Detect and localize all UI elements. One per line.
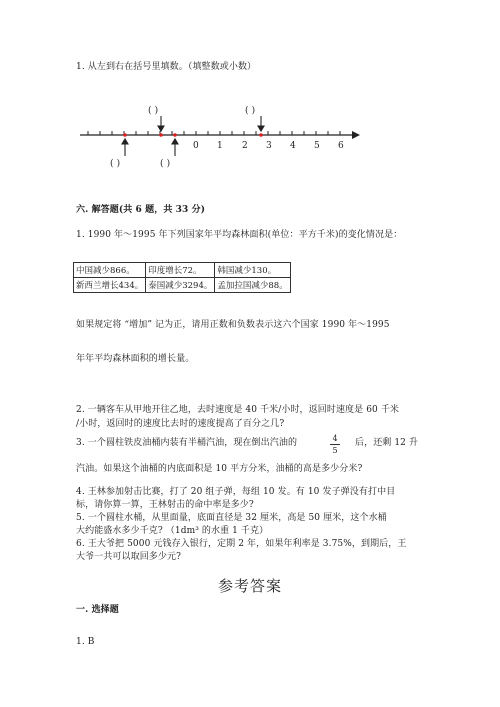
p5-line1: 5. 一个圆柱水桶，从里面量，底面直径是 32 厘米，高是 50 厘米，这个水桶 — [76, 513, 387, 523]
table-cell: 印度增长72。 — [146, 263, 215, 278]
answers-subheading: 一. 选择题 — [76, 605, 119, 615]
bracket-top-2: ( ) — [245, 106, 256, 116]
tick-label-6: 6 — [338, 141, 344, 151]
q1-text: 1. 从左到右在括号里填数。（填整数或小数） — [76, 62, 257, 72]
table-row — [74, 263, 291, 278]
table-cell: 韩国减少130。 — [215, 263, 290, 278]
table-cell: 中国减少866。 — [74, 263, 146, 278]
section-heading: 六. 解答题(共 6 题，共 33 分) — [76, 205, 206, 215]
p6-line1: 6. 王大爷把 5000 元钱存入银行，定期 2 年，如果年利率是 3.75%，到期后，王 — [76, 539, 407, 549]
table-cell: 新西兰增长434。 — [74, 278, 146, 293]
bracket-bottom-1: ( ) — [110, 159, 121, 169]
tick-label-1: 1 — [217, 141, 223, 151]
tick-label-3: 3 — [266, 141, 272, 151]
answers-title: 参考答案 — [217, 577, 282, 595]
tick-label-0: 0 — [193, 141, 199, 151]
p1-intro: 1. 1990 年～1995 年下列国家年平均森林面积(单位：平方千米)的变化情况是： — [76, 230, 403, 240]
bracket-top-1: ( ) — [148, 106, 159, 116]
p3-line2: 汽油。如果这个油桶的内底面积是 10 平方分米，油桶的高是多少分米? — [76, 464, 363, 474]
p2-line2: /小时，返回时的速度比去时的速度提高了百分之几? — [76, 419, 285, 429]
answer-1: 1. B — [76, 637, 95, 647]
bracket-bottom-2: ( ) — [160, 159, 171, 169]
p4-line1: 4. 王林参加射击比赛，打了 20 组子弹，每组 10 发。有 10 发子弹没有打中目 — [76, 487, 396, 497]
p1-question-line2: 年年平均森林面积的增长量。 — [76, 354, 195, 364]
table-cell: 泰国减少3294。 — [146, 278, 215, 293]
fraction-numerator: 4 — [332, 434, 338, 443]
p5-line2: 大约能盛水多少千克? （1dm³ 的水重 1 千克） — [76, 526, 269, 536]
tick-label-2: 2 — [242, 141, 248, 151]
point-marker — [123, 133, 127, 137]
fraction-denominator: 5 — [332, 446, 338, 455]
number-line-arrowhead — [352, 131, 360, 139]
forest-table — [73, 262, 291, 293]
table-row — [74, 278, 291, 293]
p3-text-b: 后，还剩 12 升 — [355, 438, 419, 448]
point-marker — [159, 133, 163, 137]
tick-label-5: 5 — [314, 141, 320, 151]
p6-line2: 大爷一共可以取回多少元? — [76, 552, 182, 562]
p4-line2: 标，请你算一算，王林射击的命中率是多少? — [76, 500, 254, 510]
point-marker — [259, 133, 263, 137]
table-cell: 孟加拉国减少88。 — [215, 278, 290, 293]
p2-line1: 2. 一辆客车从甲地开往乙地，去时速度是 40 千米/小时，返回时速度是 60 千米 — [76, 405, 400, 415]
p1-question-line1: 如果规定将 “增加” 记为正，请用正数和负数表示这六个国家 1990 年～1995 — [76, 320, 390, 330]
tick-label-4: 4 — [290, 141, 296, 151]
p3-text-a: 3. 一个圆柱铁皮油桶内装有半桶汽油，现在倒出汽油的 — [76, 438, 298, 448]
fraction-four-fifths — [330, 434, 340, 455]
point-marker — [173, 133, 177, 137]
